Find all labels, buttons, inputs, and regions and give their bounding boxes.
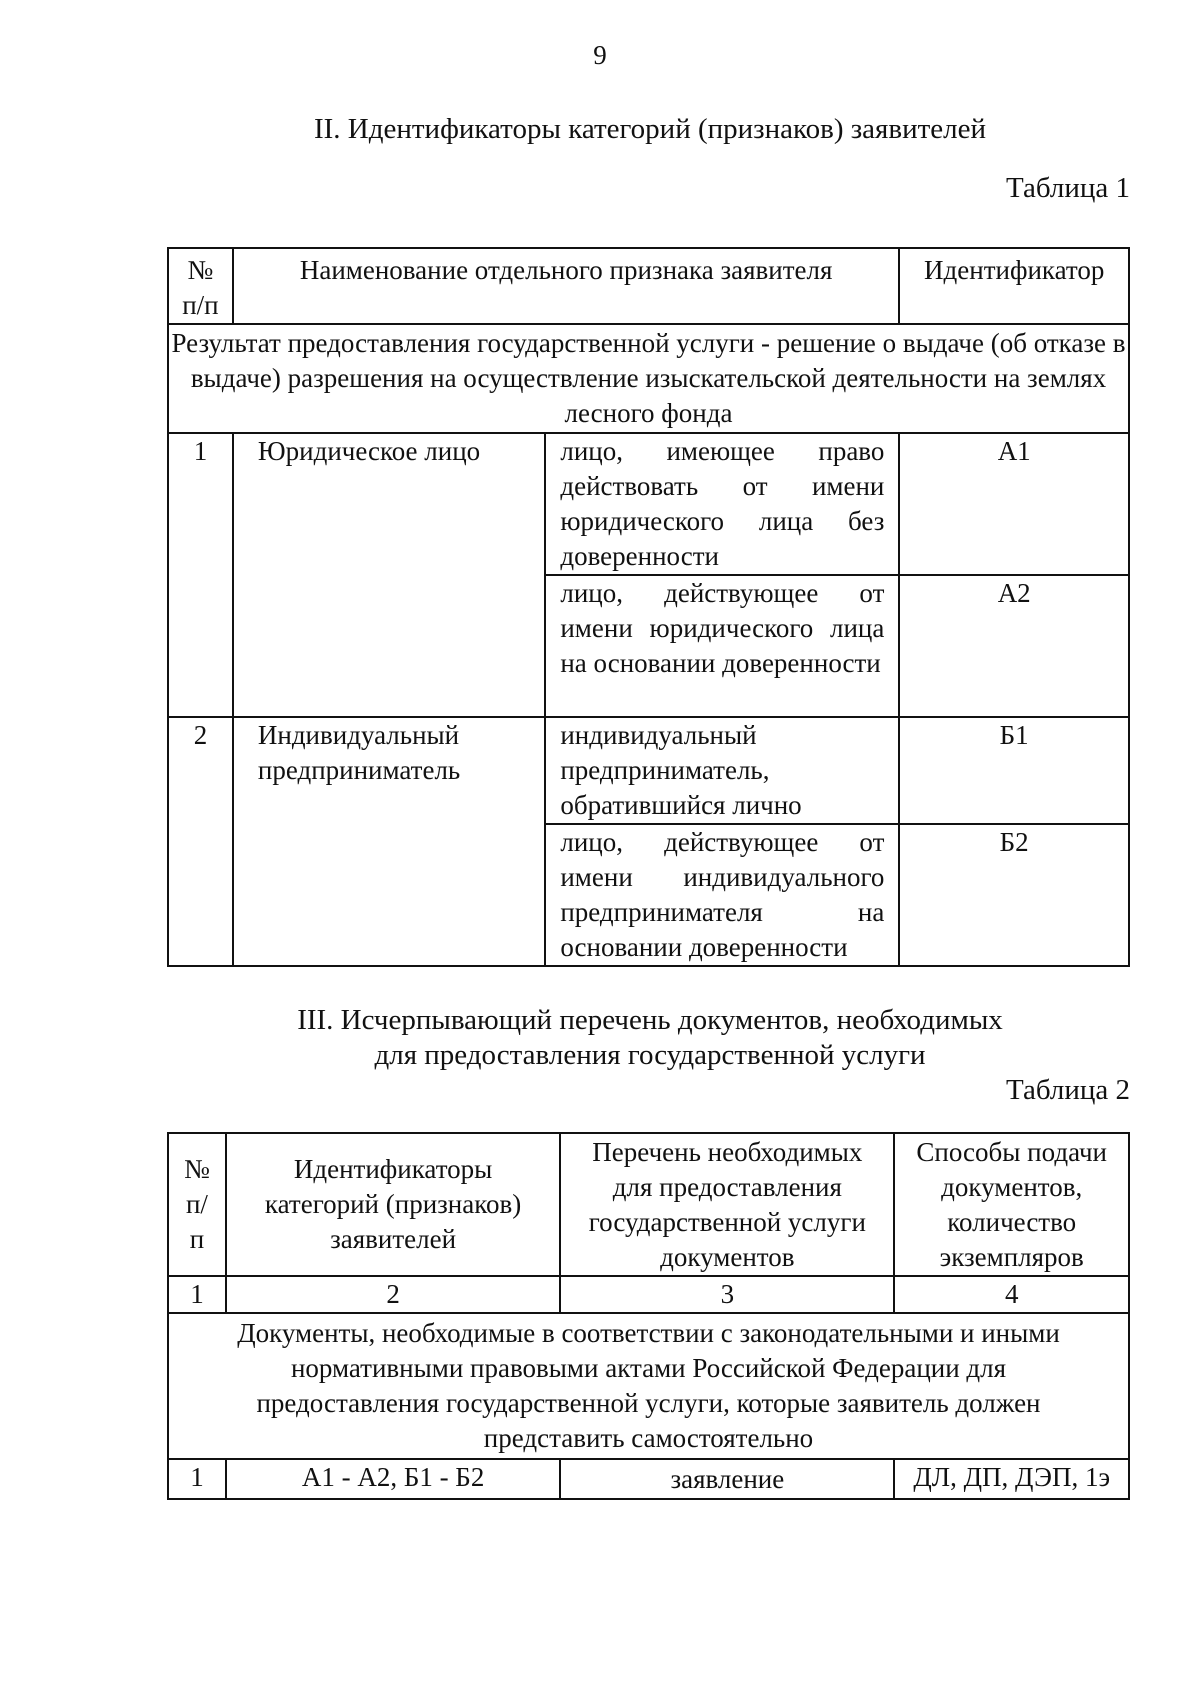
t1-row2-desc-b1: индивидуальный предприниматель, обратившийся лично: [545, 717, 899, 824]
t2-row1-methods: ДЛ, ДП, ДЭП, 1э: [894, 1459, 1129, 1499]
t1-row1-desc-a2: лицо, действующее от имени юридического лица на основании доверенности: [545, 575, 899, 717]
t2-colnum-2: 2: [226, 1276, 560, 1313]
table-2-label: Таблица 2: [1005, 1074, 1130, 1106]
t1-row2-id-b2: Б2: [899, 824, 1129, 966]
t1-row1-num: 1: [168, 433, 233, 717]
table-2: [167, 1132, 1130, 1500]
t1-row2-id-b1: Б1: [899, 717, 1129, 824]
t1-result-row: Результат предоставления государственной услуги - решение о выдаче (об отказе в выдаче) разрешения на осуществление изыскательской деятельности на землях лесного фонда: [168, 324, 1129, 433]
t1-row1-name: Юридическое лицо: [233, 433, 545, 717]
t1-row1-desc-a1: лицо, имеющее право действовать от имени юридического лица без доверенности: [545, 433, 899, 575]
t1-row2-name: Индивидуальный предприниматель: [233, 717, 545, 966]
t2-header-docs: Перечень необходимых для предоставления государственной услуги документов: [560, 1133, 894, 1276]
t2-colnum-4: 4: [894, 1276, 1129, 1313]
t2-header-ids: Идентификаторы категорий (признаков) заявителей: [226, 1133, 560, 1276]
section-3-title-line-1: III. Исчерпывающий перечень документов, необходимых: [297, 1004, 1003, 1036]
t1-row2-num: 2: [168, 717, 233, 966]
t2-row1-num: 1: [168, 1459, 226, 1499]
table-1: [167, 247, 1130, 967]
t1-row1-id-a2: А2: [899, 575, 1129, 717]
t2-colnum-3: 3: [560, 1276, 894, 1313]
t2-row1-doc: заявление: [560, 1459, 894, 1499]
section-2-title: II. Идентификаторы категорий (признаков) заявителей: [313, 113, 987, 145]
t1-row2-desc-b2: лицо, действующее от имени индивидуального предпринимателя на основании доверенности: [545, 824, 899, 966]
t1-header-id: Идентификатор: [899, 248, 1129, 324]
section-3-title-line-2: для предоставления государственной услуги: [374, 1039, 926, 1071]
t1-header-num: № п/п: [168, 248, 233, 324]
page-number: 9: [593, 40, 607, 70]
t2-row1-ids: А1 - А2, Б1 - Б2: [226, 1459, 560, 1499]
t2-header-methods: Способы подачи документов, количество экземпляров: [894, 1133, 1129, 1276]
t2-header-num: № п/п: [168, 1133, 226, 1276]
t2-group-row: Документы, необходимые в соответствии с законодательными и иными нормативными правовыми актами Российской Федерации для предоставления государственной услуги, которые заявитель должен представить самостоятельно: [168, 1313, 1129, 1459]
t1-header-name: Наименование отдельного признака заявителя: [233, 248, 900, 324]
table-1-label: Таблица 1: [1005, 172, 1130, 204]
t2-colnum-1: 1: [168, 1276, 226, 1313]
t1-row1-id-a1: А1: [899, 433, 1129, 575]
